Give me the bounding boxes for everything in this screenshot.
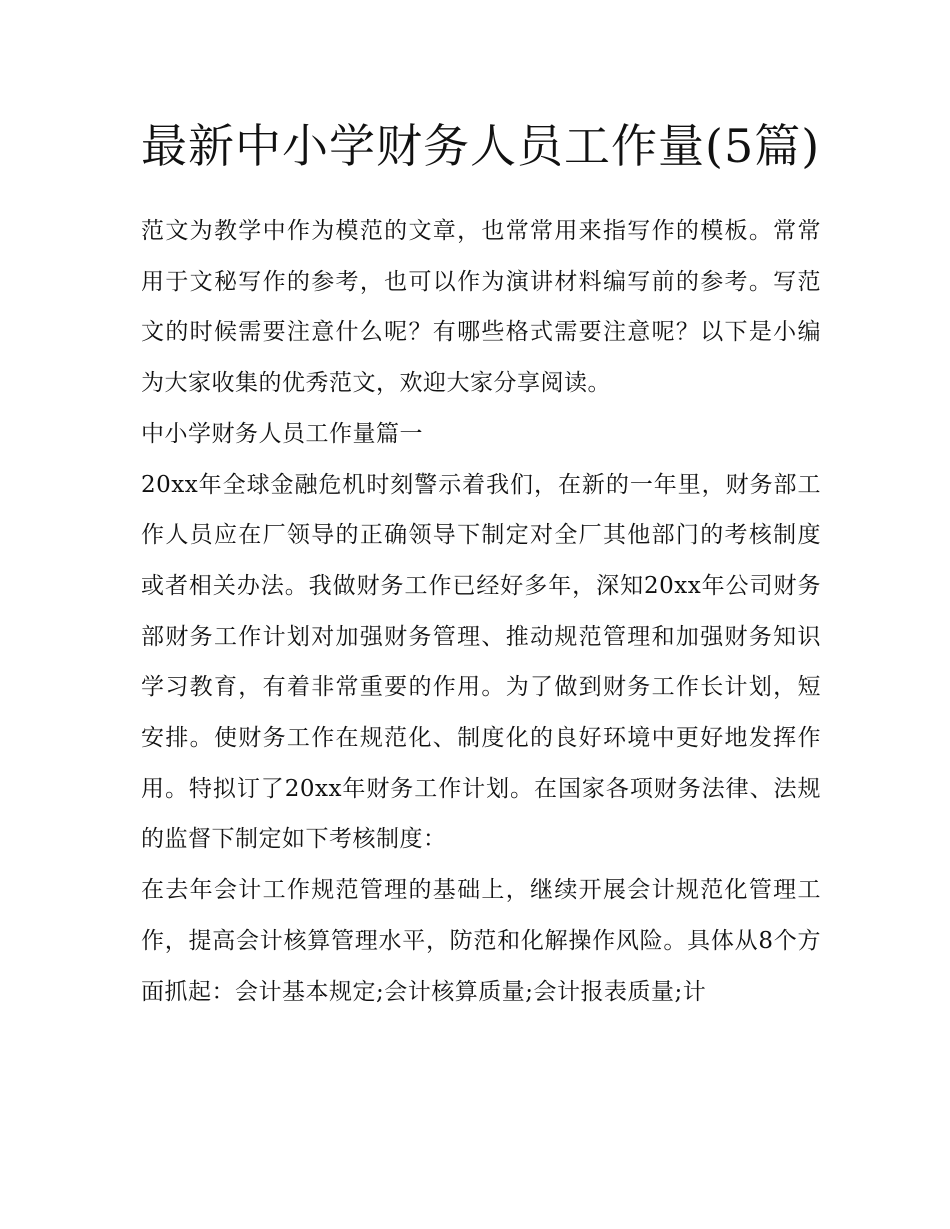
intro-paragraph: 范文为教学中作为模范的文章，也常常用来指写作的模板。常常用于文秘写作的参考，也可以作为演讲材料编写前的参考。写范文的时候需要注意什么呢？有哪些格式需要注意呢？以下是小编为大家收集的优秀范文，欢迎大家分享阅读。	[141, 218, 821, 397]
body-paragraph: 20xx年全球金融危机时刻警示着我们，在新的一年里，财务部工作人员应在厂领导的正确领导下制定对全厂其他部门的考核制度或者相关办法。我做财务工作已经好多年，深知20xx年公司财务部财务工作计划对加强财务管理、推动规范管理和加强财务知识学习教育，有着非常重要的作用。为了做到财务工作长计划，短安排。使财务工作在规范化、制度化的良好环境中更好地发挥作用。特拟订了20xx年财务工作计划。在国家各项财务法律、法规的监督下制定如下考核制度：	[141, 471, 821, 853]
document-title: 最新中小学财务人员工作量(5篇)	[141, 119, 821, 173]
body-paragraph: 在去年会计工作规范管理的基础上，继续开展会计规范化管理工作，提高会计核算管理水平，防范和化解操作风险。具体从8个方面抓起：会计基本规定;会计核算质量;会计报表质量;计	[141, 877, 821, 1005]
section-heading: 中小学财务人员工作量篇一	[141, 420, 423, 447]
document-page	[141, 108, 821, 1017]
